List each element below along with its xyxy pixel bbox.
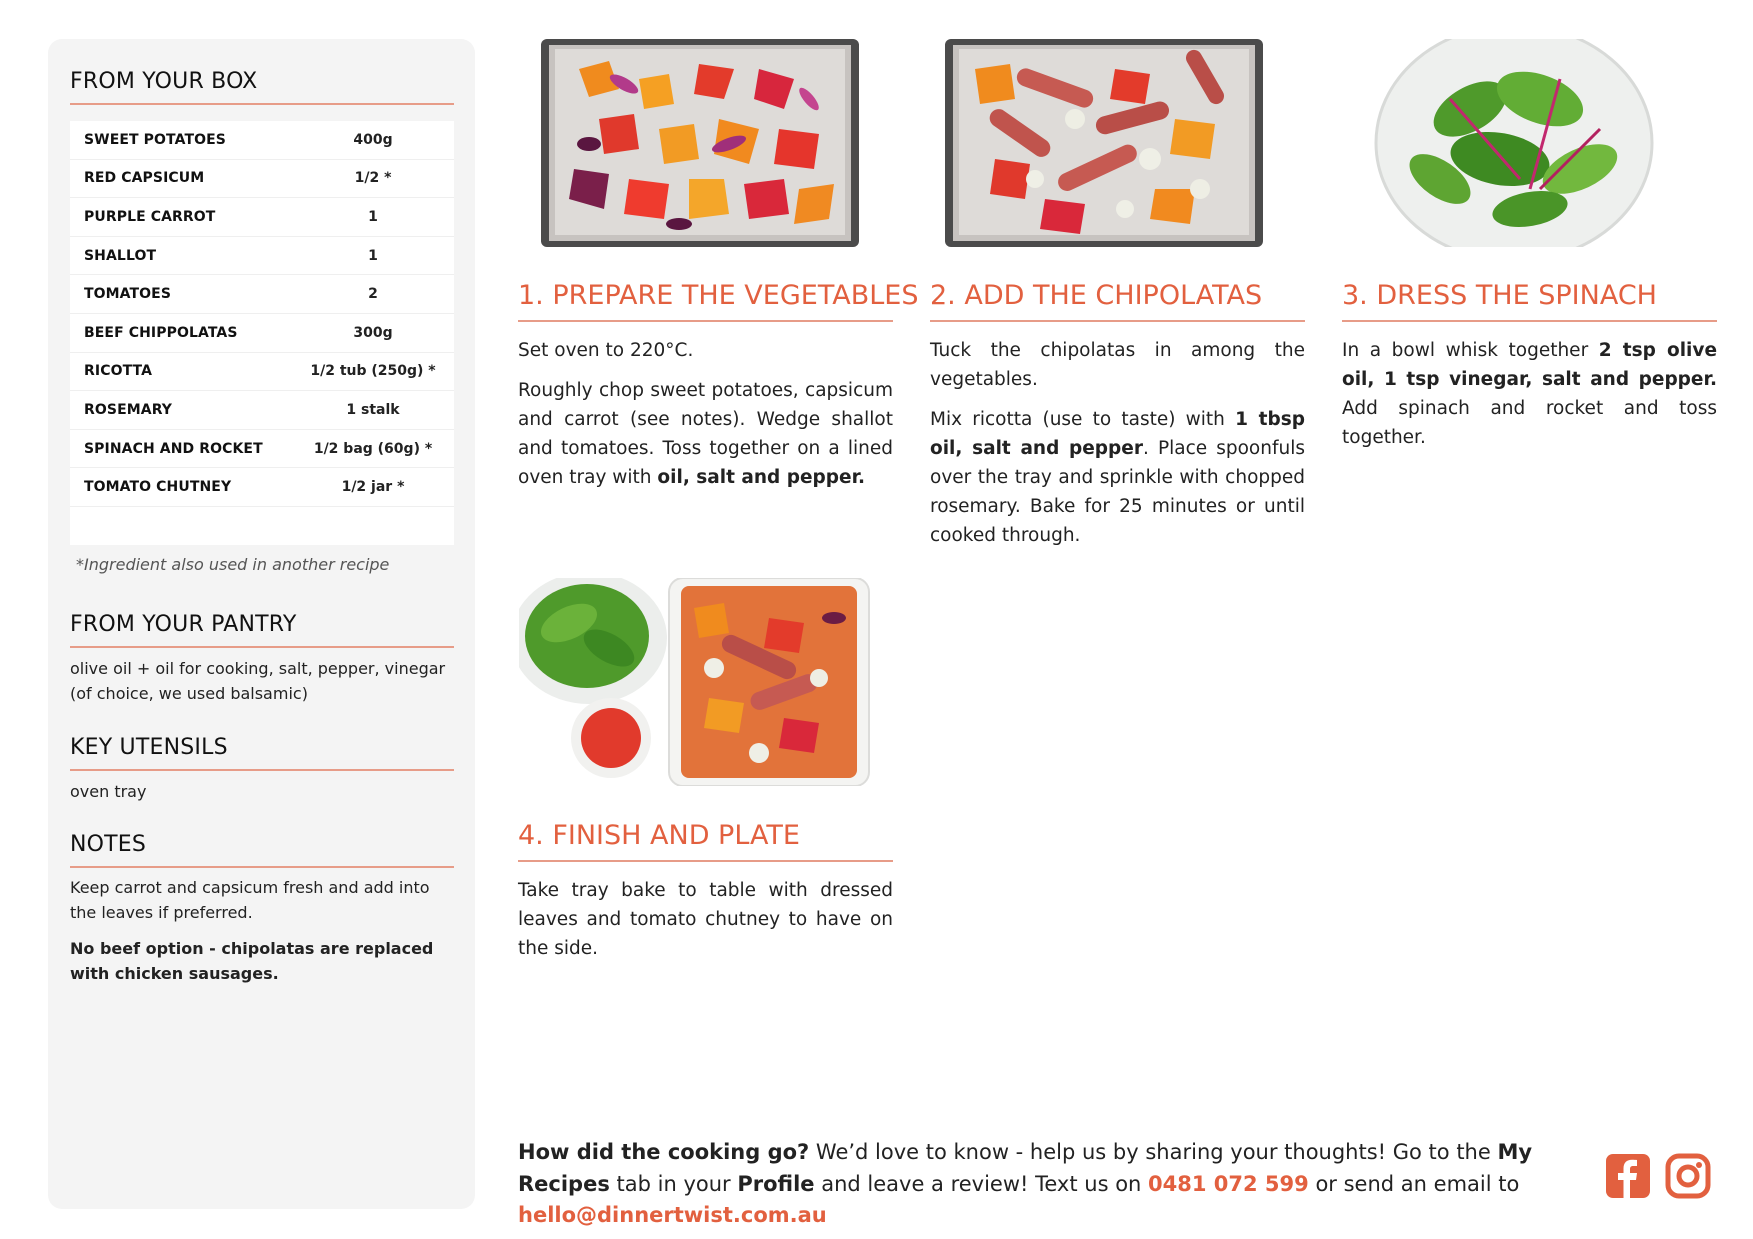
pantry-heading: FROM YOUR PANTRY <box>70 612 297 637</box>
ingredient-qty: 400g <box>353 131 393 148</box>
heading-rule <box>70 866 454 868</box>
ingredient-name: BEEF CHIPPOLATAS <box>84 324 238 341</box>
step-2-text <box>930 336 1305 561</box>
heading-rule <box>70 769 454 771</box>
ingredient-qty: 300g <box>353 324 393 341</box>
profile-link[interactable]: Profile <box>737 1171 815 1196</box>
vegetables-tray-photo <box>519 39 881 247</box>
ingredient-row <box>70 314 454 353</box>
step-4-rule <box>518 860 893 862</box>
heading-rule <box>70 103 454 105</box>
ingredient-name: TOMATO CHUTNEY <box>84 479 232 496</box>
chipolatas-tray-photo <box>925 39 1287 247</box>
step-1-para-2: Roughly chop sweet potatoes, capsicum and carrot (see notes). Wedge shallot and tomatoes. Toss together on a lined oven tray with oil, salt and pepper. <box>518 380 893 488</box>
ingredient-row <box>70 391 454 430</box>
step-2-rule <box>930 320 1305 322</box>
ingredient-qty: 1 stalk <box>346 401 400 418</box>
step-3-title: 3. DRESS THE SPINACH <box>1342 280 1657 311</box>
step-1-text <box>518 336 893 503</box>
ingredient-row <box>70 237 454 276</box>
instagram-icon[interactable] <box>1664 1152 1712 1200</box>
my-recipes-link[interactable]: My Recipes <box>518 1140 1533 1196</box>
ingredient-row <box>70 198 454 237</box>
utensils-heading: KEY UTENSILS <box>70 735 228 760</box>
notes-bold-text: No beef option - chipolatas are replaced with chicken sausages. <box>70 939 434 983</box>
ingredient-name: RICOTTA <box>84 363 153 380</box>
footer-question: How did the cooking go? <box>518 1140 810 1164</box>
ingredient-row <box>70 430 454 469</box>
email-link[interactable]: hello@dinnertwist.com.au <box>518 1203 827 1227</box>
step-3-rule <box>1342 320 1717 322</box>
finished-plate-photo <box>519 578 881 786</box>
step-4-para-1: Take tray bake to table with dressed leaves and tomato chutney to have on the side. <box>518 880 893 959</box>
pantry-text: olive oil + oil for cooking, salt, pepper, vinegar (of choice, we used balsamic) <box>70 659 446 703</box>
step-4-text <box>518 876 893 974</box>
ingredient-qty: 1/2 bag (60g) * <box>313 440 433 457</box>
heading-rule <box>70 646 454 648</box>
ingredient-row <box>70 353 454 392</box>
step-1-para-1: Set oven to 220°C. <box>518 340 694 361</box>
notes-heading: NOTES <box>70 832 147 857</box>
step-4-title: 4. FINISH AND PLATE <box>518 820 800 851</box>
step-3-text <box>1342 336 1717 463</box>
ingredient-name: SHALLOT <box>84 247 157 264</box>
step-2-title: 2. ADD THE CHIPOLATAS <box>930 280 1263 311</box>
ingredient-name: SPINACH AND ROCKET <box>84 440 263 457</box>
ingredient-qty: 1/2 tub (250g) * <box>310 363 436 380</box>
ingredient-name: RED CAPSICUM <box>84 170 205 187</box>
ingredient-qty: 2 <box>368 286 378 303</box>
ingredient-row <box>70 275 454 314</box>
ingredient-qty: 1 <box>368 208 378 225</box>
ingredient-qty: 1 <box>368 247 378 264</box>
ingredient-table <box>70 121 454 545</box>
ingredient-name: SWEET POTATOES <box>84 131 226 148</box>
ingredients-sidebar <box>48 39 475 1209</box>
spinach-bowl-photo <box>1330 39 1698 247</box>
step-3-para-1: In a bowl whisk together 2 tsp olive oil, 1 tsp vinegar, salt and pepper. Add spinach and rocket and toss together. <box>1342 340 1717 448</box>
ingredient-row <box>70 468 454 507</box>
facebook-icon[interactable] <box>1604 1152 1652 1200</box>
ingredient-qty: 1/2 jar * <box>341 479 405 496</box>
from-your-box-heading: FROM YOUR BOX <box>70 69 258 94</box>
ingredient-qty: 1/2 * <box>354 170 392 187</box>
ingredient-row <box>70 160 454 199</box>
step-1-title: 1. PREPARE THE VEGETABLES <box>518 280 919 311</box>
notes-text: Keep carrot and capsicum fresh and add into the leaves if preferred. <box>70 878 430 922</box>
step-1-rule <box>518 320 893 322</box>
ingredient-row <box>70 121 454 160</box>
review-footer: How did the cooking go? We’d love to know - help us by sharing your thoughts! Go to the My Recipes tab in your Profile and leave a review! Text us on 0481 072 599 or send an email to hello@dinnertwist.com.au <box>518 1140 1533 1227</box>
ingredient-name: ROSEMARY <box>84 401 173 418</box>
ingredient-footnote: *Ingredient also used in another recipe <box>76 555 390 574</box>
step-2-para-2: Mix ricotta (use to taste) with 1 tbsp oil, salt and pepper. Place spoonfuls over the tray and sprinkle with chopped rosemary. Bake for 25 minutes or until cooked through. <box>930 409 1306 546</box>
step-2-para-1: Tuck the chipolatas in among the vegetables. <box>930 340 1305 390</box>
utensils-text: oven tray <box>70 782 147 801</box>
ingredient-name: PURPLE CARROT <box>84 208 216 225</box>
phone-link[interactable]: 0481 072 599 <box>1148 1171 1309 1196</box>
ingredient-name: TOMATOES <box>84 286 172 303</box>
